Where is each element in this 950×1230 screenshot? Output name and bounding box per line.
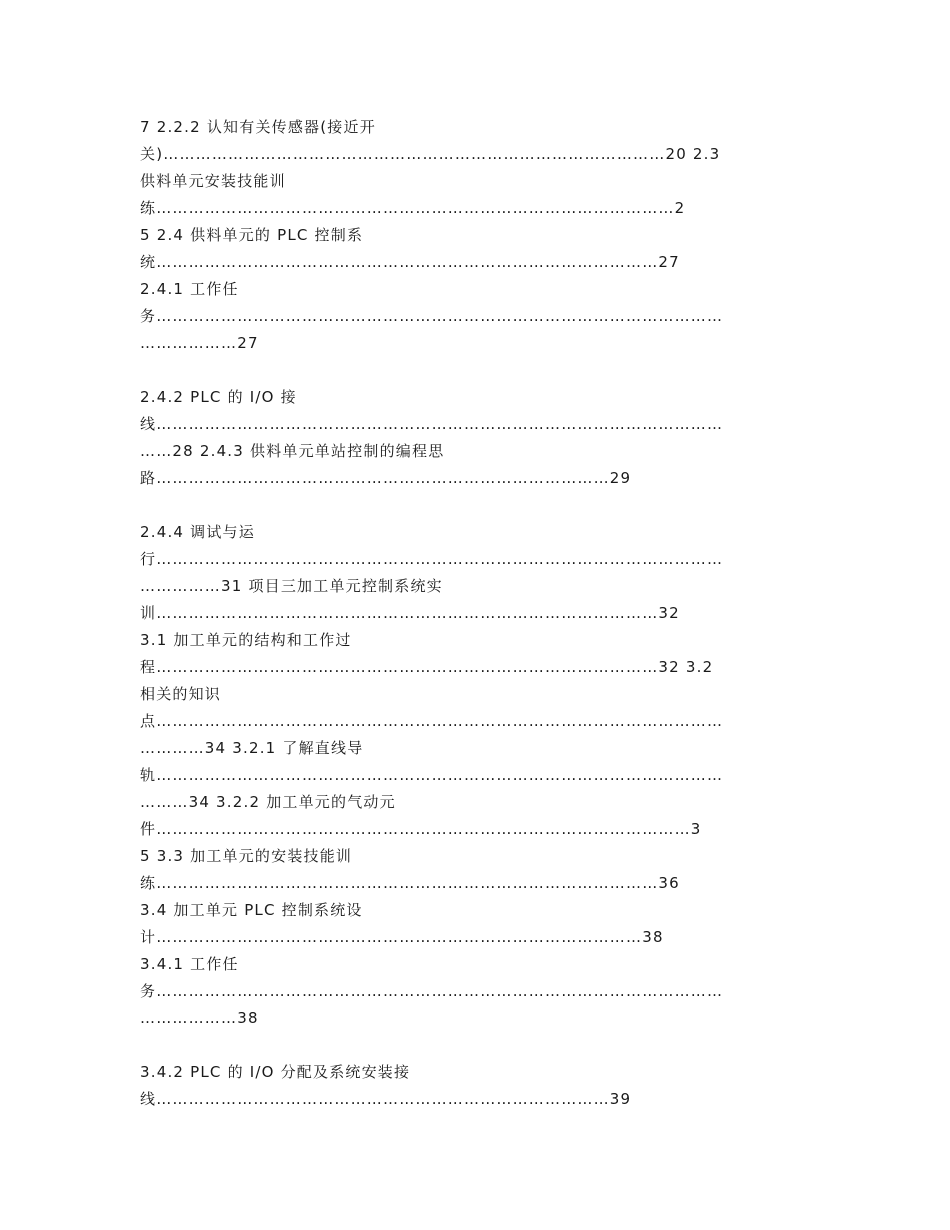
- toc-line: 3.4.1 工作任: [140, 955, 239, 973]
- toc-line: ………34 3.2.2 加工单元的气动元: [140, 793, 396, 811]
- toc-line: 线…………………………………………………………………………39: [140, 1090, 632, 1108]
- blank-line: [140, 1032, 820, 1059]
- toc-line: …………34 3.2.1 了解直线导: [140, 739, 364, 757]
- toc-line: 7 2.2.2 认知有关传感器(接近开: [140, 118, 376, 136]
- toc-line: 关)…………………………………………………………………………………20 2.3: [140, 145, 721, 163]
- toc-line: 2.4.4 调试与运: [140, 523, 255, 541]
- toc-line: 线……………………………………………………………………………………………: [140, 415, 724, 433]
- toc-line: ……………31 项目三加工单元控制系统实: [140, 577, 443, 595]
- toc-line: 相关的知识: [140, 685, 222, 703]
- blank-line: [140, 492, 820, 519]
- toc-line: 3.4.2 PLC 的 I/O 分配及系统安装接: [140, 1063, 411, 1081]
- toc-line: 供料单元安装技能训: [140, 172, 286, 190]
- toc-line: 点……………………………………………………………………………………………: [140, 712, 724, 730]
- toc-line: 训…………………………………………………………………………………32: [140, 604, 680, 622]
- toc-line: 统…………………………………………………………………………………27: [140, 253, 680, 271]
- toc-line: 件………………………………………………………………………………………3: [140, 820, 702, 838]
- toc-line: 2.4.1 工作任: [140, 280, 239, 298]
- toc-line: 路…………………………………………………………………………29: [140, 469, 632, 487]
- toc-line: 程…………………………………………………………………………………32 3.2: [140, 658, 714, 676]
- toc-line: 练…………………………………………………………………………………36: [140, 874, 680, 892]
- toc-line: ……28 2.4.3 供料单元单站控制的编程思: [140, 442, 445, 460]
- toc-line: 5 3.3 加工单元的安装技能训: [140, 847, 353, 865]
- toc-line: 务……………………………………………………………………………………………: [140, 307, 724, 325]
- toc-line: ………………27: [140, 334, 259, 352]
- table-of-contents: [140, 114, 820, 1113]
- toc-line: 务……………………………………………………………………………………………: [140, 982, 724, 1000]
- toc-line: 2.4.2 PLC 的 I/O 接: [140, 388, 297, 406]
- toc-line: 3.1 加工单元的结构和工作过: [140, 631, 352, 649]
- blank-line: [140, 357, 820, 384]
- toc-line: 5 2.4 供料单元的 PLC 控制系: [140, 226, 364, 244]
- toc-line: 3.4 加工单元 PLC 控制系统设: [140, 901, 363, 919]
- toc-line: ………………38: [140, 1009, 259, 1027]
- toc-line: 练……………………………………………………………………………………2: [140, 199, 686, 217]
- toc-line: 轨……………………………………………………………………………………………: [140, 766, 724, 784]
- toc-line: 计………………………………………………………………………………38: [140, 928, 664, 946]
- toc-line: 行……………………………………………………………………………………………: [140, 550, 724, 568]
